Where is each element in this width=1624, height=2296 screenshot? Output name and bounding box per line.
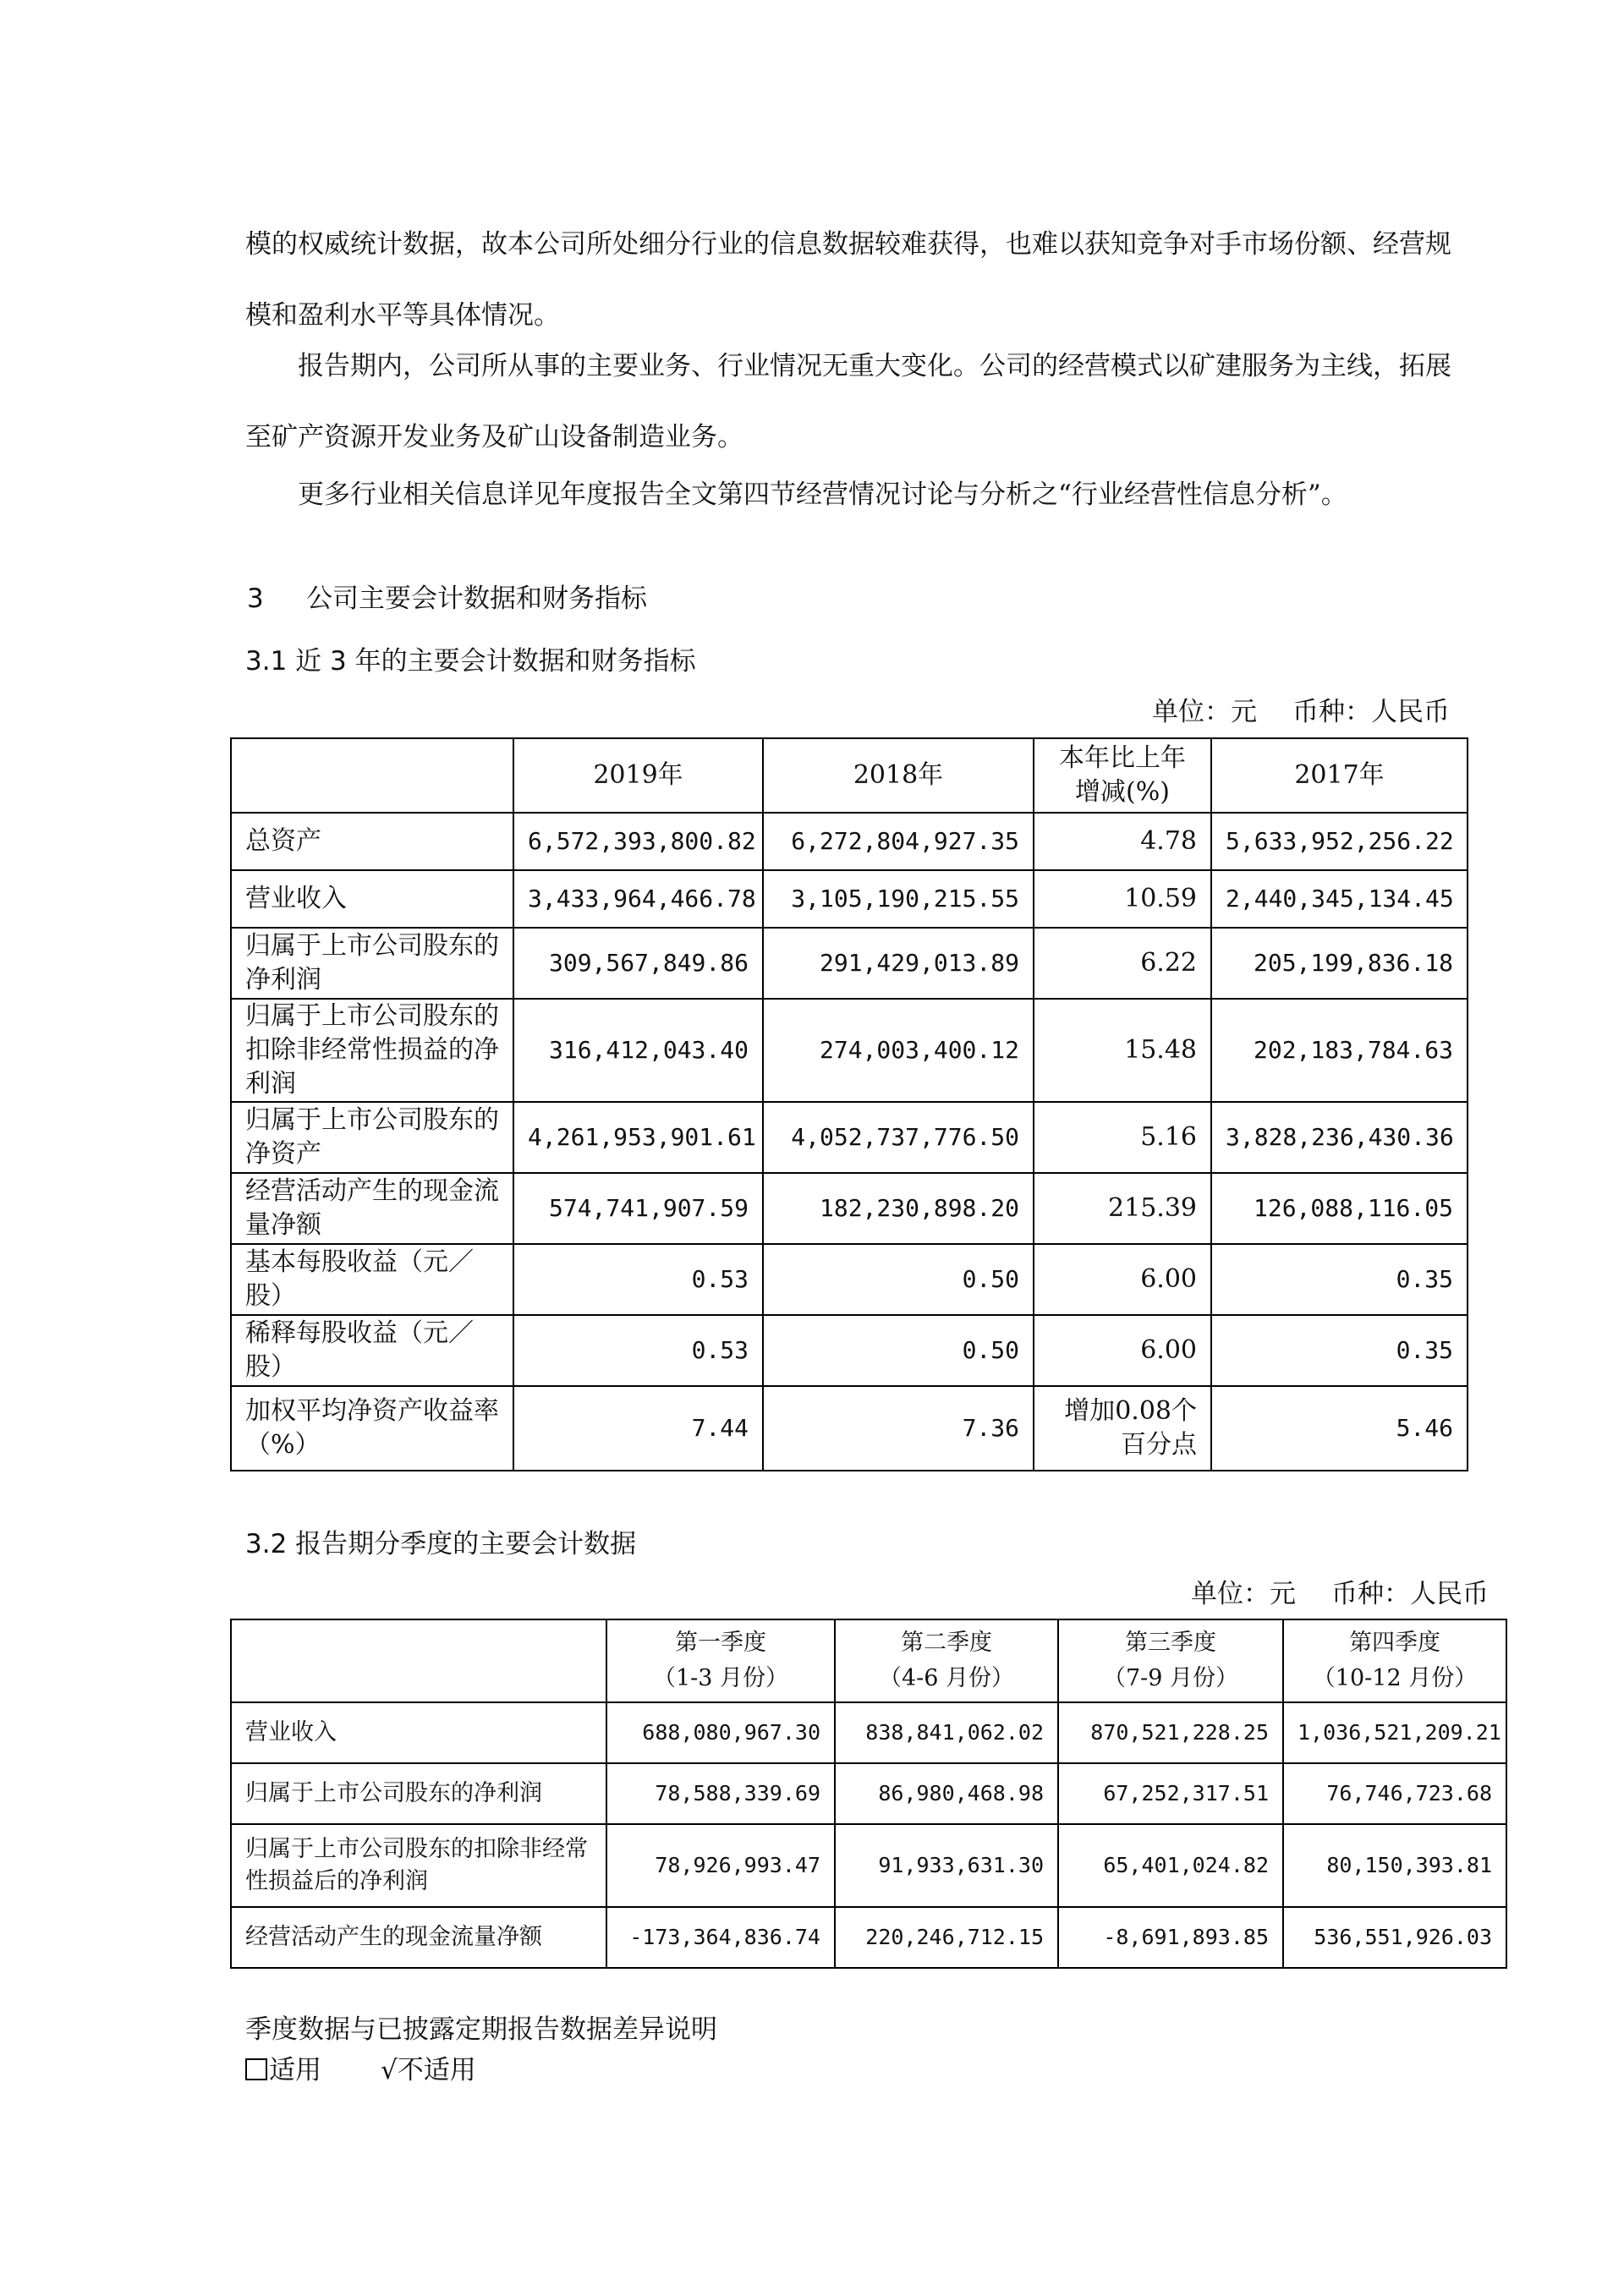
section-3-1-unit-line [1116,695,1450,729]
table-row [231,1763,1506,1824]
table-row [231,1907,1506,1968]
value-2018: 3,105,190,215.55 [763,870,1034,928]
value-2019: 574,741,907.59 [513,1173,763,1244]
header-blank [231,1619,606,1702]
value-2017: 2,440,345,134.45 [1211,870,1468,928]
row-label: 基本每股收益（元／股） [231,1244,513,1315]
annual-financials-table [230,737,1468,1471]
unit-label: 单位：元 [1191,1579,1296,1609]
intro-paragraph-2: 报告期内，公司所从事的主要业务、行业情况无重大变化。公司的经营模式以矿建服务为主线，拓展至矿产资源开发业务及矿山设备制造业务。 [245,351,1451,452]
value-2018: 0.50 [763,1315,1034,1386]
value-2017: 0.35 [1211,1244,1468,1315]
header-q1: 第一季度 （1-3 月份） [606,1619,835,1702]
section-3-2-heading: 3.2 报告期分季度的主要会计数据 [245,1529,637,1559]
row-label: 经营活动产生的现金流量净额 [231,1173,513,1244]
currency-label: 币种：人民币 [1331,1579,1489,1609]
option-not-applicable: √不适用 [381,2055,476,2085]
value-change: 6.22 [1034,928,1211,999]
currency-label: 币种：人民币 [1292,697,1450,727]
table-row [231,1824,1506,1907]
value-2017: 202,183,784.63 [1211,999,1468,1102]
value-2018: 182,230,898.20 [763,1173,1034,1244]
table-row [231,1102,1468,1173]
value-2019: 7.44 [513,1386,763,1471]
value-change: 增加0.08个百分点 [1034,1386,1211,1471]
row-label: 归属于上市公司股东的净利润 [231,928,513,999]
table-row [231,999,1468,1102]
row-label: 归属于上市公司股东的扣除非经常性损益的净利润 [231,999,513,1102]
value-2017: 3,828,236,430.36 [1211,1102,1468,1173]
header-2017: 2017年 [1211,738,1468,813]
header-2019: 2019年 [513,738,763,813]
value-q3: 65,401,024.82 [1058,1824,1283,1907]
value-q4: 536,551,926.03 [1283,1907,1506,1968]
header-q2: 第二季度 （4-6 月份） [835,1619,1058,1702]
value-q3: 870,521,228.25 [1058,1702,1283,1763]
value-2019: 0.53 [513,1244,763,1315]
table-row [231,1386,1468,1471]
intro-paragraph-1: 模的权威统计数据，故本公司所处细分行业的信息数据较难获得，也难以获知竞争对手市场份额、经营规模和盈利水平等具体情况。 [245,229,1451,331]
table-row [231,1244,1468,1315]
table-row [231,1315,1468,1386]
row-label: 稀释每股收益（元／股） [231,1315,513,1386]
value-change: 10.59 [1034,870,1211,928]
value-q2: 91,933,631.30 [835,1824,1058,1907]
value-q4: 1,036,521,209.21 [1283,1702,1506,1763]
row-label: 归属于上市公司股东的扣除非经常性损益后的净利润 [231,1824,606,1907]
value-q4: 76,746,723.68 [1283,1763,1506,1824]
value-q4: 80,150,393.81 [1283,1824,1506,1907]
row-label: 营业收入 [231,870,513,928]
section-3-title: 公司主要会计数据和财务指标 [306,584,647,614]
value-q1: 78,588,339.69 [606,1763,835,1824]
value-q1: 78,926,993.47 [606,1824,835,1907]
value-q1: -173,364,836.74 [606,1907,835,1968]
value-q2: 838,841,062.02 [835,1702,1058,1763]
header-blank [231,738,513,813]
value-2017: 126,088,116.05 [1211,1173,1468,1244]
quarterly-financials-table [230,1619,1507,1969]
value-change: 215.39 [1034,1173,1211,1244]
check-mark-icon: √ [381,2055,398,2085]
option-applicable: 适用 [245,2053,321,2087]
header-q4: 第四季度 （10-12 月份） [1283,1619,1506,1702]
table-row [231,870,1468,928]
value-q3: 67,252,317.51 [1058,1763,1283,1824]
table-header-row [231,738,1468,813]
value-2019: 3,433,964,466.78 [513,870,763,928]
value-q2: 220,246,712.15 [835,1907,1058,1968]
value-2017: 205,199,836.18 [1211,928,1468,999]
section-3-heading [247,582,647,616]
value-q2: 86,980,468.98 [835,1763,1058,1824]
row-label: 归属于上市公司股东的净利润 [231,1763,606,1824]
table-header-row [231,1619,1506,1702]
value-change: 6.00 [1034,1244,1211,1315]
value-2018: 274,003,400.12 [763,999,1034,1102]
value-q1: 688,080,967.30 [606,1702,835,1763]
header-q3: 第三季度 （7-9 月份） [1058,1619,1283,1702]
intro-paragraph-3: 更多行业相关信息详见年度报告全文第四节经营情况讨论与分析之“行业经营性信息分析”。 [298,479,1347,510]
section-3-2-unit-line [1155,1577,1489,1611]
header-2018: 2018年 [763,738,1034,813]
value-2019: 0.53 [513,1315,763,1386]
value-2017: 5.46 [1211,1386,1468,1471]
value-change: 6.00 [1034,1315,1211,1386]
value-2018: 7.36 [763,1386,1034,1471]
row-label: 经营活动产生的现金流量净额 [231,1907,606,1968]
unit-label: 单位：元 [1152,697,1257,727]
table-row [231,928,1468,999]
row-label: 总资产 [231,813,513,870]
value-2018: 4,052,737,776.50 [763,1102,1034,1173]
unchecked-box-icon [245,2058,267,2080]
table-row [231,1173,1468,1244]
header-change: 本年比上年增减(%) [1034,738,1211,813]
value-2018: 291,429,013.89 [763,928,1034,999]
section-3-1-heading: 3.1 近 3 年的主要会计数据和财务指标 [245,646,696,677]
value-change: 4.78 [1034,813,1211,870]
value-2017: 0.35 [1211,1315,1468,1386]
value-2019: 6,572,393,800.82 [513,813,763,870]
row-label: 营业收入 [231,1702,606,1763]
row-label: 归属于上市公司股东的净资产 [231,1102,513,1173]
row-label: 加权平均净资产收益率（%） [231,1386,513,1471]
table-row [231,813,1468,870]
value-2017: 5,633,952,256.22 [1211,813,1468,870]
value-q3: -8,691,893.85 [1058,1907,1283,1968]
quarter-difference-note: 季度数据与已披露定期报告数据差异说明 [245,2014,717,2045]
value-2019: 4,261,953,901.61 [513,1102,763,1173]
section-3-number: 3 [247,584,264,614]
value-2019: 309,567,849.86 [513,928,763,999]
value-change: 15.48 [1034,999,1211,1102]
value-change: 5.16 [1034,1102,1211,1173]
value-2018: 6,272,804,927.35 [763,813,1034,870]
applicability-options [245,2053,535,2087]
value-2018: 0.50 [763,1244,1034,1315]
value-2019: 316,412,043.40 [513,999,763,1102]
table-row [231,1702,1506,1763]
